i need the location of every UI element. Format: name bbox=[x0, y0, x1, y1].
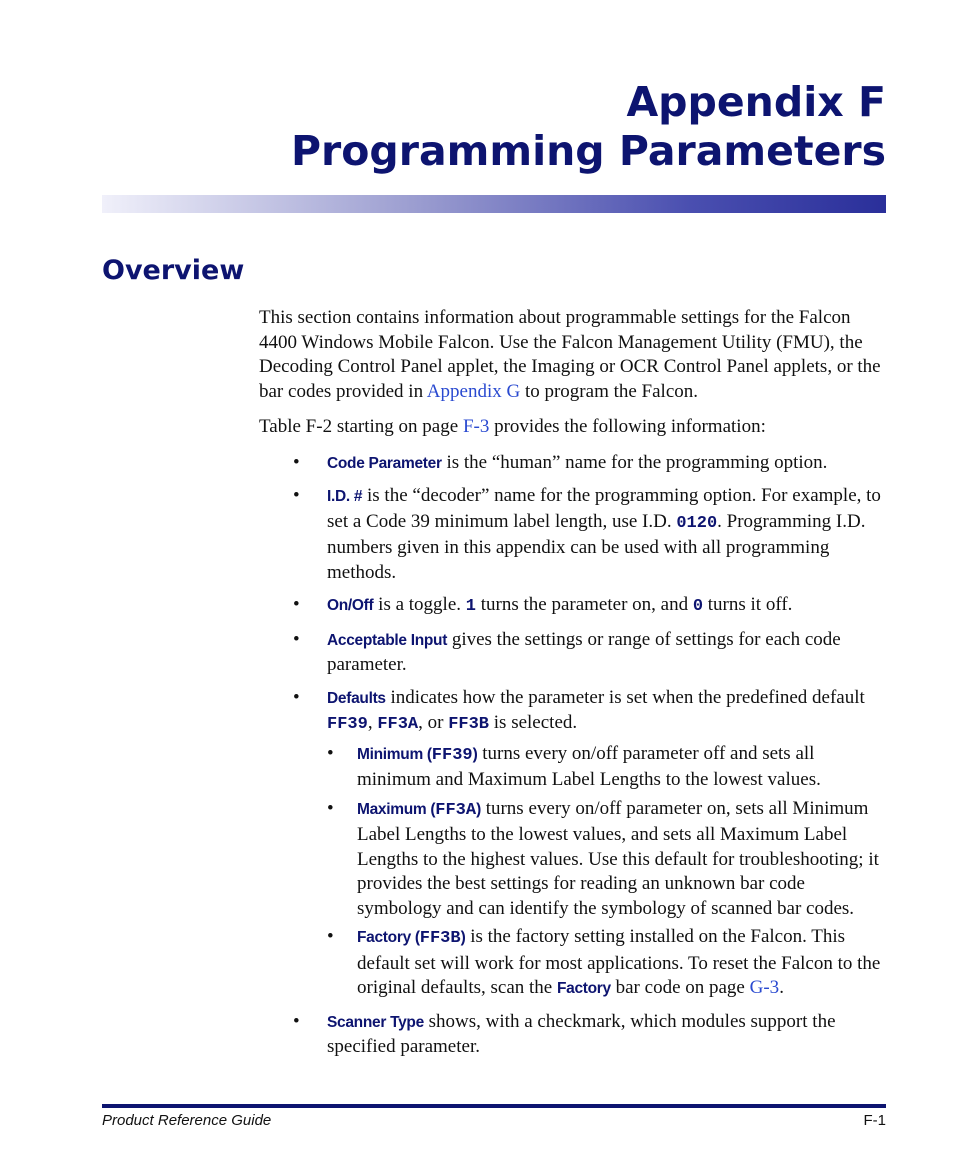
table-intro-text: Table F-2 starting on page bbox=[259, 416, 463, 437]
code-1: 1 bbox=[465, 597, 476, 616]
desc-defaults-sep2: , or bbox=[418, 712, 449, 733]
term-onoff: On/Off bbox=[327, 597, 374, 614]
code-maximum: FF3A bbox=[435, 800, 477, 820]
term-defaults: Defaults bbox=[327, 689, 386, 707]
desc-acceptable-input: gives the settings or range of settings for each code parameter. bbox=[327, 628, 841, 675]
desc-code-parameter: is the “human” name for the programming option. bbox=[441, 451, 828, 473]
desc-factory-part3: . bbox=[779, 977, 784, 998]
desc-defaults-part1: indicates how the parameter is set when the predefined default bbox=[385, 686, 865, 708]
table-intro-paragraph bbox=[259, 415, 887, 440]
term-minimum-close: ) bbox=[472, 745, 478, 763]
title-gradient-bar bbox=[102, 195, 886, 213]
desc-id-part2: . Programming I.D. numbers given in this appendix can be used with all programming methods. bbox=[327, 510, 866, 583]
page-f3-link[interactable]: F-3 bbox=[462, 416, 490, 437]
bullet-icon: • bbox=[293, 1010, 300, 1032]
desc-minimum: turns every on/off parameter off and sets all minimum and Maximum Label Lengths to the lowest values. bbox=[357, 742, 821, 790]
list-item-onoff bbox=[259, 593, 887, 620]
term-factory-barcode: Factory bbox=[556, 980, 611, 997]
bullet-icon: • bbox=[293, 594, 300, 615]
desc-defaults-part2: is selected. bbox=[489, 712, 578, 733]
desc-onoff-part2: turns the parameter on, and bbox=[475, 594, 693, 615]
appendix-title: Appendix F bbox=[626, 78, 886, 126]
sub-item-minimum bbox=[327, 742, 887, 793]
appendix-g-link[interactable]: Appendix G bbox=[426, 380, 521, 402]
desc-factory-part2: bar code on page bbox=[610, 977, 750, 998]
intro-text: This section contains information about programmable settings for the Falcon 4400 Windows Mobile Falcon. Use the Falcon Management Utility (FMU), the Decoding Control Panel applet, the Imaging or OCR Control Panel applets, or the bar codes provided in bbox=[259, 307, 881, 402]
bullet-icon: • bbox=[327, 742, 334, 764]
desc-scanner-type: shows, with a checkmark, which modules support the specified parameter. bbox=[327, 1010, 836, 1057]
bullet-icon: • bbox=[327, 926, 334, 947]
info-bullet-list bbox=[259, 451, 887, 1060]
list-item-acceptable-input bbox=[259, 628, 887, 678]
term-acceptable-input: Acceptable Input bbox=[327, 631, 448, 649]
desc-factory-part1: is the factory setting installed on the Falcon. This default set will work for most applications. To reset the Falcon to the original defaults, scan the bbox=[357, 926, 881, 998]
sub-item-factory bbox=[327, 925, 887, 1002]
term-scanner-type: Scanner Type bbox=[327, 1013, 424, 1031]
bullet-icon: • bbox=[293, 451, 300, 473]
code-factory: FF3B bbox=[419, 929, 461, 948]
footer-guide-title: Product Reference Guide bbox=[102, 1112, 272, 1129]
term-maximum: Maximum ( bbox=[357, 800, 436, 818]
bullet-icon: • bbox=[327, 797, 334, 819]
desc-defaults-sep1: , bbox=[367, 712, 378, 733]
chapter-title bbox=[291, 78, 886, 176]
page-g3-link[interactable]: G-3 bbox=[749, 977, 780, 998]
bullet-icon: • bbox=[293, 485, 300, 506]
desc-onoff-part3: turns it off. bbox=[703, 594, 793, 615]
desc-onoff-part1: is a toggle. bbox=[373, 594, 466, 615]
desc-id-part1: is the “decoder” name for the programming option. For example, to set a Code 39 minimum label length, use I.D. bbox=[327, 485, 881, 532]
list-item-id bbox=[259, 484, 887, 585]
section-heading-overview: Overview bbox=[102, 255, 245, 286]
term-factory: Factory ( bbox=[357, 929, 420, 946]
desc-maximum: turns every on/off parameter on, sets all Minimum Label Lengths to the lowest values, and sets all Maximum Label Lengths to the highest values. Use this default for troubleshooting; it provides the best settings for reading an unknown bar code symbology and can identify the symbology of scanned bar codes. bbox=[357, 797, 879, 919]
list-item-scanner-type bbox=[259, 1010, 887, 1060]
defaults-sub-list bbox=[327, 742, 887, 1002]
code-0: 0 bbox=[692, 597, 704, 616]
code-minimum: FF39 bbox=[431, 745, 473, 765]
appendix-subtitle: Programming Parameters bbox=[290, 127, 886, 175]
term-minimum: Minimum ( bbox=[357, 745, 432, 763]
term-code-parameter: Code Parameter bbox=[327, 454, 442, 472]
code-ff39: FF39 bbox=[327, 715, 368, 734]
footer-rule bbox=[102, 1104, 886, 1108]
list-item-code-parameter bbox=[259, 451, 887, 477]
footer-page-number: F-1 bbox=[863, 1112, 886, 1129]
table-intro-end: provides the following information: bbox=[489, 416, 766, 437]
code-ff3a: FF3A bbox=[377, 715, 419, 734]
overview-body bbox=[259, 306, 887, 1068]
code-0120: 0120 bbox=[676, 513, 718, 533]
code-ff3b: FF3B bbox=[448, 715, 490, 734]
term-id: I.D. # bbox=[327, 488, 363, 505]
list-item-defaults bbox=[259, 686, 887, 1002]
intro-paragraph bbox=[259, 306, 887, 404]
bullet-icon: • bbox=[293, 628, 300, 650]
intro-text-end: to program the Falcon. bbox=[520, 380, 699, 402]
bullet-icon: • bbox=[293, 686, 300, 708]
sub-item-maximum bbox=[327, 797, 887, 922]
term-factory-close: ) bbox=[460, 929, 466, 946]
term-maximum-close: ) bbox=[476, 800, 481, 818]
